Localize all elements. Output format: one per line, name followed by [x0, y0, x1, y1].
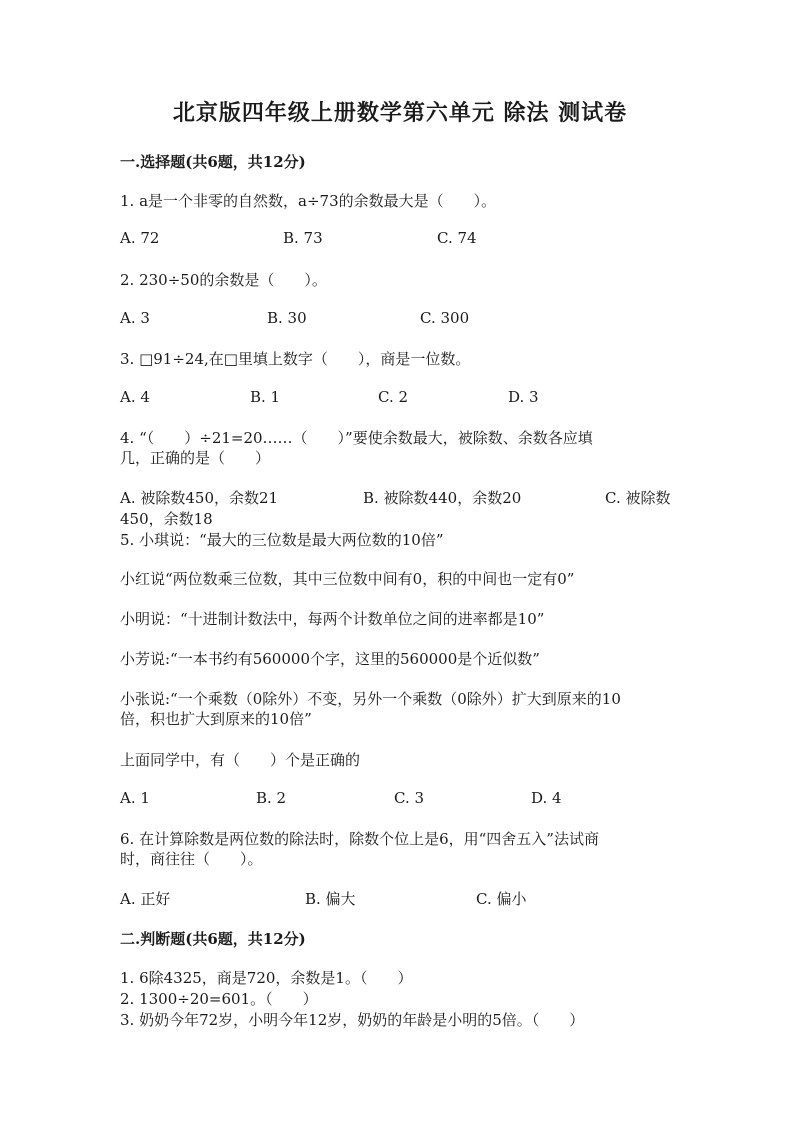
q3-option-d: D. 3 — [508, 388, 539, 406]
section-heading-judgement: 二.判断题(共6题，共12分) — [120, 930, 306, 948]
question-3-stem: 3. □91÷24,在□里填上数字（ ），商是一位数。 — [120, 350, 471, 368]
question-5-statement-xiaoming: 小明说：“十进制计数法中，每两个计数单位之间的进率都是10” — [120, 610, 545, 628]
question-5-statement-xiaofang: 小芳说:“一本书约有560000个字，这里的560000是个近似数” — [120, 650, 540, 668]
section-heading-choice: 一.选择题(共6题，共12分) — [120, 153, 306, 171]
q1-option-a: A. 72 — [120, 229, 160, 247]
q5-option-a: A. 1 — [120, 789, 150, 807]
question-4-stem: 4. “（ ）÷21=20……（ ）”要使余数最大，被除数、余数各应填 — [120, 429, 593, 447]
q4-option-b: B. 被除数440，余数20 — [363, 489, 522, 507]
q5-option-b: B. 2 — [256, 789, 287, 807]
judgement-question-2: 2. 1300÷20=601。（ ） — [120, 990, 318, 1008]
q3-option-a: A. 4 — [120, 388, 150, 406]
q4-option-c-cont: 450，余数18 — [120, 510, 213, 528]
question-5-stem: 5. 小琪说：“最大的三位数是最大两位数的10倍” — [120, 531, 444, 549]
question-6-stem: 6. 在计算除数是两位数的除法时，除数个位上是6，用“四舍五入”法试商 — [120, 830, 599, 848]
question-5-statement-xiaohong: 小红说“两位数乘三位数，其中三位数中间有0，积的中间也一定有0” — [120, 570, 575, 588]
question-5-statement-xiaozhang: 小张说:“一个乘数（0除外）不变，另外一个乘数（0除外）扩大到原来的10 — [120, 690, 621, 708]
question-5-prompt: 上面同学中，有（ ）个是正确的 — [120, 751, 361, 769]
q5-option-d: D. 4 — [531, 789, 562, 807]
q1-option-b: B. 73 — [283, 229, 323, 247]
question-2-stem: 2. 230÷50的余数是（ ）。 — [120, 271, 327, 289]
q2-option-c: C. 300 — [420, 309, 470, 327]
q2-option-a: A. 3 — [120, 309, 150, 327]
question-1-stem: 1. a是一个非零的自然数，a÷73的余数最大是（ ）。 — [120, 192, 497, 210]
q3-option-b: B. 1 — [250, 388, 281, 406]
q3-option-c: C. 2 — [378, 388, 409, 406]
judgement-question-3: 3. 奶奶今年72岁，小明今年12岁，奶奶的年龄是小明的5倍。（ ） — [120, 1011, 585, 1029]
q2-option-b: B. 30 — [267, 309, 307, 327]
question-5-statement-xiaozhang-cont: 倍，积也扩大到原来的10倍” — [120, 710, 312, 728]
q5-option-c: C. 3 — [394, 789, 425, 807]
judgement-question-1: 1. 6除4325，商是720，余数是1。（ ） — [120, 969, 413, 987]
q6-option-a: A. 正好 — [120, 890, 171, 908]
q6-option-b: B. 偏大 — [305, 890, 356, 908]
question-6-stem-cont: 时，商往往（ ）。 — [120, 850, 263, 868]
page-title: 北京版四年级上册数学第六单元 除法 测试卷 — [172, 100, 628, 126]
q4-option-a: A. 被除数450，余数21 — [120, 489, 279, 507]
question-4-stem-cont: 几，正确的是（ ） — [120, 449, 271, 467]
q6-option-c: C. 偏小 — [476, 890, 527, 908]
q4-option-c: C. 被除数 — [605, 489, 671, 507]
q1-option-c: C. 74 — [437, 229, 477, 247]
